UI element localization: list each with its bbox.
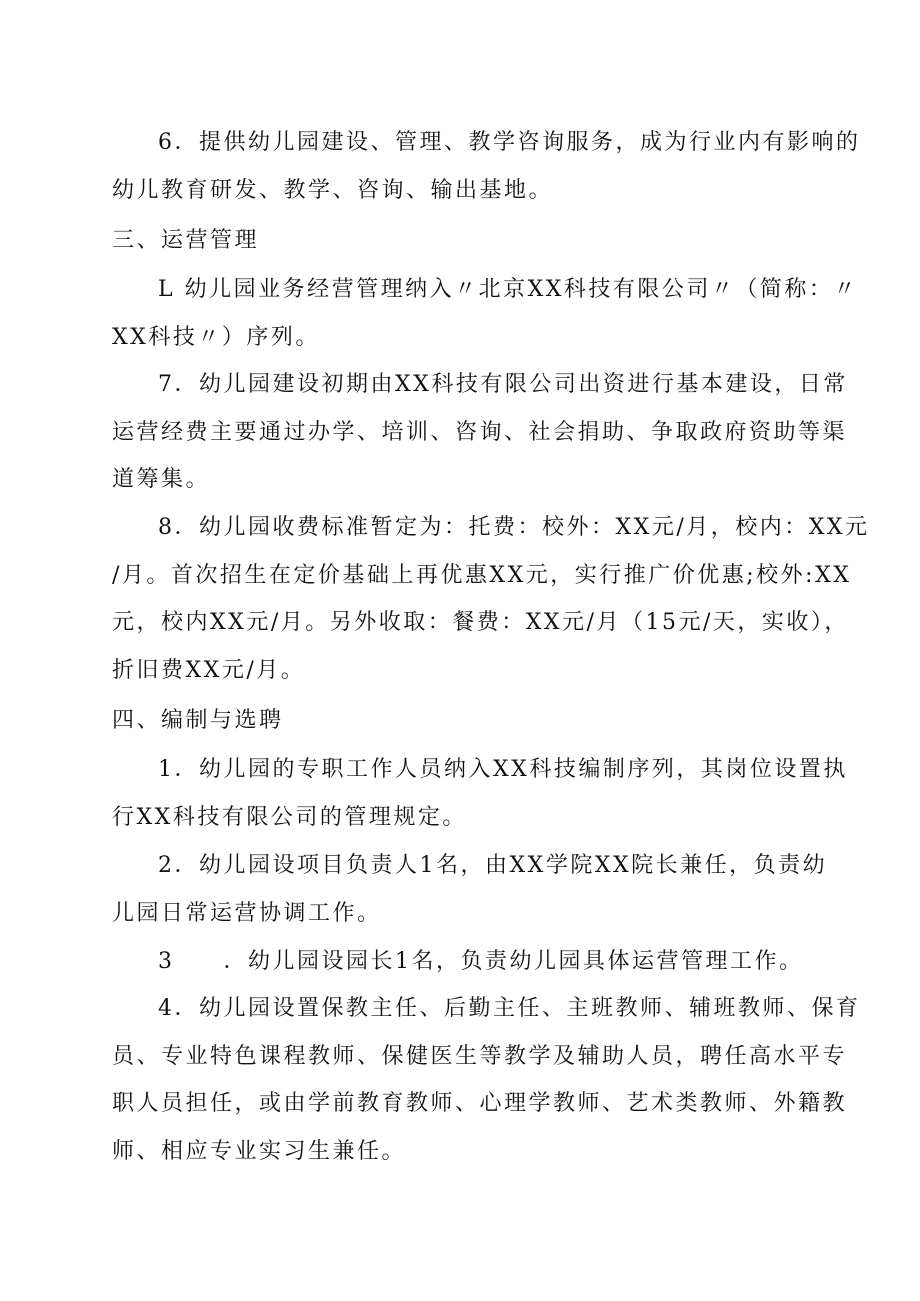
text-line: 1．幼儿园的专职工作人员纳入XX科技编制序列，其岗位设置执 bbox=[158, 757, 848, 782]
paragraph-item-1 bbox=[112, 746, 848, 841]
text-line: XX科技〃）序列。 bbox=[112, 324, 320, 350]
text-line: 师、相应专业实习生兼任。 bbox=[112, 1138, 407, 1164]
paragraph-item-6 bbox=[112, 119, 861, 214]
section-heading-operations bbox=[112, 217, 812, 265]
text-line: 折旧费XX元/月。 bbox=[112, 657, 306, 683]
text-line: 道筹集。 bbox=[112, 467, 211, 493]
text-line: 7．幼儿园建设初期由XX科技有限公司出资进行基本建设，日常 bbox=[158, 372, 848, 397]
paragraph-item-7 bbox=[112, 361, 848, 504]
text-line: 6．提供幼儿园建设、管理、教学咨询服务，成为行业内有影响的 bbox=[158, 130, 861, 155]
text-line: 2．幼儿园设项目负责人1名，由XX学院XX院长兼任，负责幼 bbox=[158, 853, 828, 878]
paragraph-item-8 bbox=[112, 504, 870, 694]
section-heading-staffing bbox=[112, 697, 812, 745]
text-line: 儿园日常运营协调工作。 bbox=[112, 900, 382, 926]
text-line: 3 ．幼儿园设园长1名，负责幼儿园具体运营管理工作。 bbox=[158, 949, 804, 974]
text-line: 4．幼儿园设置保教主任、后勤主任、主班教师、辅班教师、保育 bbox=[158, 996, 861, 1021]
paragraph-item-2 bbox=[112, 842, 828, 937]
paragraph-item-3 bbox=[112, 938, 812, 986]
text-line: L 幼儿园业务经营管理纳入〃北京XX科技有限公司〃（简称：〃 bbox=[158, 277, 858, 302]
text-line: 8．幼儿园收费标准暂定为：托费：校外：XX元/月，校内：XX元 bbox=[158, 515, 870, 540]
text-line: 元，校内XX元/月。另外收取：餐费：XX元/月（15元/天，实收）， bbox=[112, 610, 849, 636]
heading-text: 四、编制与选聘 bbox=[112, 708, 284, 733]
text-line: 职人员担任，或由学前教育教师、心理学教师、艺术类教师、外籍教 bbox=[112, 1091, 848, 1117]
text-line: 运营经费主要通过办学、培训、咨询、社会捐助、争取政府资助等渠 bbox=[112, 419, 848, 445]
paragraph-item-l bbox=[112, 266, 858, 361]
text-line: 行XX科技有限公司的管理规定。 bbox=[112, 804, 467, 830]
text-line: 幼儿教育研发、教学、咨询、输出基地。 bbox=[112, 177, 554, 203]
heading-text: 三、运营管理 bbox=[112, 228, 260, 253]
text-line: /月。首次招生在定价基础上再优惠XX元，实行推广价优惠;校外:XX bbox=[112, 562, 852, 588]
paragraph-item-4 bbox=[112, 985, 861, 1175]
text-line: 员、专业特色课程教师、保健医生等教学及辅助人员，聘任高水平专 bbox=[112, 1043, 848, 1069]
